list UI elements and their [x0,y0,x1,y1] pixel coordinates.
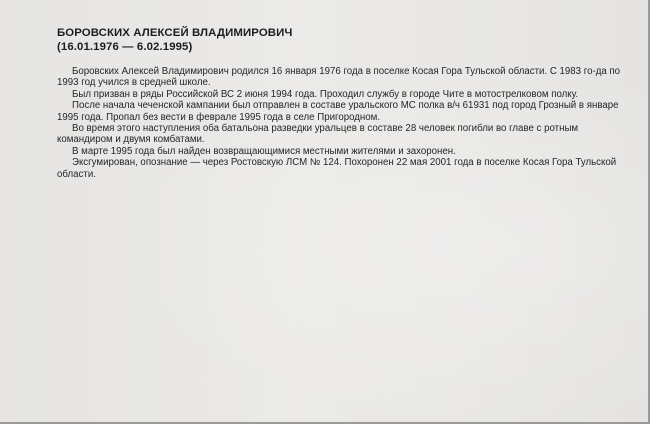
person-name: БОРОВСКИХ АЛЕКСЕЙ ВЛАДИМИРОВИЧ [57,27,293,39]
paragraph-birth: Боровских Алексей Владимирович родился 16 января 1976 года в поселке Косая Гора Тульской области. С 1983 го-да по 1993 год учился в средней школе. [57,66,621,89]
paragraph-burial: Эксгумирован, опознание — через Ростовскую ЛСМ № 124. Похоронен 22 мая 2001 года в поселке Косая Гора Тульской области. [57,157,617,180]
biography-text [57,66,632,180]
paragraph-battle: Во время этого наступления оба батальона разведки уральцев в составе 28 человек погибли во главе с ротным командиром и двумя комбатами. [57,123,579,146]
paragraph-deployment: После начала чеченской кампании был отправлен в составе уральского МС полка в/ч 61931 под город Грозный в январе 1995 года. Пропал без вести в феврале 1995 года в селе Пригородном. [57,100,619,123]
paragraph-found: В марте 1995 года был найден возвращающимися местными жителями и захоронен. [72,145,456,157]
paragraph-conscription: Был призван в ряды Российской ВС 2 июня 1994 года. Проходил службу в городе Чите в мотострелковом полку. [72,88,579,100]
life-dates: (16.01.1976 — 6.02.1995) [57,41,193,53]
biography-header [57,26,293,54]
